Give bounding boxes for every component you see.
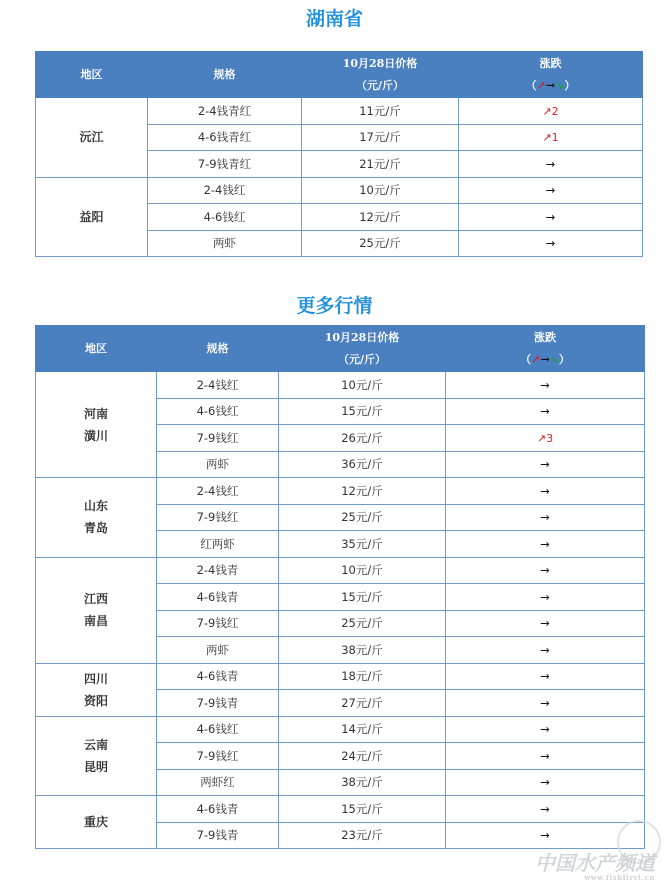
region-name: 资阳 <box>83 693 108 708</box>
region-cell <box>36 478 157 558</box>
header-trend <box>459 52 643 98</box>
legend-flat-arrow-icon: → <box>540 352 550 366</box>
trend-flat-arrow-icon: → <box>540 616 550 631</box>
price-cell: 14元/斤 <box>279 716 446 743</box>
region-name: 山东 <box>83 499 108 514</box>
section2-title: 更多行情 <box>296 295 373 317</box>
table-row <box>36 663 645 690</box>
price-cell: 12元/斤 <box>302 204 459 231</box>
header-price-date: 10月28日价格 <box>324 330 400 344</box>
region-name: 沅江 <box>79 130 104 145</box>
region-name: 南昌 <box>83 614 108 628</box>
header-trend <box>446 326 645 372</box>
watermark <box>535 847 655 882</box>
legend-up-arrow-icon: ↗ <box>536 78 546 92</box>
header-row <box>36 326 645 372</box>
region-name: 云南 <box>83 737 108 752</box>
trend-cell <box>459 230 643 257</box>
spec-cell: 7-9钱红 <box>157 743 279 770</box>
trend-cell <box>446 451 645 478</box>
price-cell: 15元/斤 <box>279 796 446 823</box>
legend-down-arrow-icon: ↘ <box>555 78 565 92</box>
header-price-date: 10月28日价格 <box>342 56 418 70</box>
price-cell: 21元/斤 <box>302 151 459 178</box>
watermark-url: www.fishfirst.cn <box>584 873 655 882</box>
spec-cell: 2-4钱红 <box>157 478 279 505</box>
table-row <box>36 372 645 399</box>
trend-cell <box>446 796 645 823</box>
table-row <box>36 557 645 584</box>
header-row <box>36 52 643 98</box>
region-cell <box>36 177 148 257</box>
trend-flat-arrow-icon: → <box>540 669 550 684</box>
spec-cell: 2-4钱青红 <box>148 98 302 125</box>
header-trend-label: 涨跌 <box>534 330 556 344</box>
trend-flat-arrow-icon: → <box>540 483 550 498</box>
spec-cell: 4-6钱青 <box>157 663 279 690</box>
region-cell <box>36 98 148 178</box>
spec-cell: 7-9钱红 <box>157 425 279 452</box>
header-price-unit: （元/斤） <box>337 352 387 366</box>
trend-legend <box>459 75 642 97</box>
price-cell: 27元/斤 <box>279 690 446 717</box>
region-name: 河南 <box>83 406 108 421</box>
trend-cell <box>446 372 645 399</box>
trend-cell <box>446 504 645 531</box>
trend-cell <box>459 177 643 204</box>
price-cell: 36元/斤 <box>279 451 446 478</box>
trend-flat-arrow-icon: → <box>540 642 550 657</box>
trend-flat-arrow-icon: → <box>540 404 550 419</box>
spec-cell: 7-9钱青 <box>157 822 279 849</box>
table-row <box>36 716 645 743</box>
region-cell <box>36 796 157 849</box>
region-name: 青岛 <box>83 521 108 536</box>
trend-flat-arrow-icon: → <box>540 536 550 551</box>
trend-flat-arrow-icon: → <box>540 775 550 790</box>
price-cell: 15元/斤 <box>279 398 446 425</box>
trend-cell <box>446 822 645 849</box>
header-price-unit: （元/斤） <box>355 78 405 92</box>
spec-cell: 2-4钱红 <box>148 177 302 204</box>
price-cell: 25元/斤 <box>279 610 446 637</box>
price-cell: 10元/斤 <box>279 372 446 399</box>
trend-flat-arrow-icon: → <box>540 510 550 525</box>
trend-cell <box>446 610 645 637</box>
trend-flat-arrow-icon: → <box>545 183 556 198</box>
header-price <box>302 52 459 98</box>
legend-close: ） <box>558 352 570 366</box>
region-cell <box>36 663 157 716</box>
more-market-table <box>35 325 645 849</box>
price-cell: 10元/斤 <box>279 557 446 584</box>
trend-flat-arrow-icon: → <box>540 589 550 604</box>
price-cell: 25元/斤 <box>279 504 446 531</box>
trend-up-arrow-icon: ↗3 <box>536 431 554 445</box>
trend-flat-arrow-icon: → <box>545 156 556 171</box>
trend-cell <box>446 584 645 611</box>
trend-cell <box>446 531 645 558</box>
legend-open: （ <box>520 352 532 366</box>
region-cell <box>36 557 157 663</box>
trend-flat-arrow-icon: → <box>545 236 556 251</box>
spec-cell: 两虾红 <box>157 769 279 796</box>
price-cell: 10元/斤 <box>302 177 459 204</box>
trend-cell <box>459 151 643 178</box>
price-cell: 17元/斤 <box>302 124 459 151</box>
spec-cell: 2-4钱红 <box>157 372 279 399</box>
trend-flat-arrow-icon: → <box>540 457 550 472</box>
trend-up-arrow-icon: ↗2 <box>542 104 559 118</box>
price-cell: 38元/斤 <box>279 769 446 796</box>
trend-flat-arrow-icon: → <box>540 828 550 843</box>
header-spec: 规格 <box>148 52 302 98</box>
spec-cell: 4-6钱青 <box>157 584 279 611</box>
price-cell: 11元/斤 <box>302 98 459 125</box>
table-row <box>36 177 643 204</box>
legend-close: ） <box>564 78 576 92</box>
legend-open: （ <box>525 78 537 92</box>
trend-flat-arrow-icon: → <box>540 563 550 578</box>
header-region: 地区 <box>36 326 157 372</box>
region-name: 潢川 <box>83 428 108 443</box>
trend-flat-arrow-icon: → <box>540 722 550 737</box>
trend-cell <box>446 690 645 717</box>
price-cell: 15元/斤 <box>279 584 446 611</box>
trend-cell <box>446 478 645 505</box>
region-cell <box>36 716 157 796</box>
spec-cell: 7-9钱青红 <box>148 151 302 178</box>
header-spec: 规格 <box>157 326 279 372</box>
region-name: 四川 <box>83 671 108 686</box>
price-cell: 18元/斤 <box>279 663 446 690</box>
trend-flat-arrow-icon: → <box>545 209 556 224</box>
region-cell <box>36 372 157 478</box>
trend-cell <box>446 425 645 452</box>
trend-flat-arrow-icon: → <box>540 695 550 710</box>
trend-cell <box>459 124 643 151</box>
price-cell: 23元/斤 <box>279 822 446 849</box>
spec-cell: 7-9钱青 <box>157 690 279 717</box>
trend-cell <box>446 398 645 425</box>
trend-cell <box>446 743 645 770</box>
price-cell: 26元/斤 <box>279 425 446 452</box>
table-row <box>36 98 643 125</box>
table-row <box>36 478 645 505</box>
region-name: 昆明 <box>83 759 108 774</box>
spec-cell: 4-6钱青红 <box>148 124 302 151</box>
spec-cell: 两虾 <box>148 230 302 257</box>
legend-flat-arrow-icon: → <box>545 78 556 92</box>
spec-cell: 红两虾 <box>157 531 279 558</box>
spec-cell: 4-6钱红 <box>148 204 302 231</box>
spec-cell: 4-6钱红 <box>157 716 279 743</box>
trend-cell <box>446 663 645 690</box>
price-cell: 12元/斤 <box>279 478 446 505</box>
spec-cell: 4-6钱青 <box>157 796 279 823</box>
region-name: 重庆 <box>83 815 108 829</box>
spec-cell: 7-9钱红 <box>157 610 279 637</box>
watermark-text: 中国水产频道 <box>535 851 655 875</box>
header-region: 地区 <box>36 52 148 98</box>
trend-legend <box>446 349 644 371</box>
trend-up-arrow-icon: ↗1 <box>542 131 559 145</box>
price-cell: 24元/斤 <box>279 743 446 770</box>
trend-cell <box>459 98 643 125</box>
table-row <box>36 796 645 823</box>
spec-cell: 4-6钱红 <box>157 398 279 425</box>
price-cell: 35元/斤 <box>279 531 446 558</box>
legend-up-arrow-icon: ↗ <box>531 352 541 366</box>
legend-down-arrow-icon: ↘ <box>549 352 559 366</box>
spec-cell: 两虾 <box>157 451 279 478</box>
trend-cell <box>459 204 643 231</box>
header-price <box>279 326 446 372</box>
spec-cell: 7-9钱红 <box>157 504 279 531</box>
region-name: 益阳 <box>79 209 104 224</box>
section1-title: 湖南省 <box>305 8 363 30</box>
trend-cell <box>446 557 645 584</box>
hunan-price-table <box>35 51 643 257</box>
region-name: 江西 <box>83 592 108 606</box>
price-cell: 38元/斤 <box>279 637 446 664</box>
trend-cell <box>446 769 645 796</box>
trend-flat-arrow-icon: → <box>540 748 550 763</box>
spec-cell: 两虾 <box>157 637 279 664</box>
trend-cell <box>446 637 645 664</box>
trend-flat-arrow-icon: → <box>540 377 550 392</box>
price-cell: 25元/斤 <box>302 230 459 257</box>
spec-cell: 2-4钱青 <box>157 557 279 584</box>
trend-flat-arrow-icon: → <box>540 801 550 816</box>
header-trend-label: 涨跌 <box>539 56 562 70</box>
trend-cell <box>446 716 645 743</box>
